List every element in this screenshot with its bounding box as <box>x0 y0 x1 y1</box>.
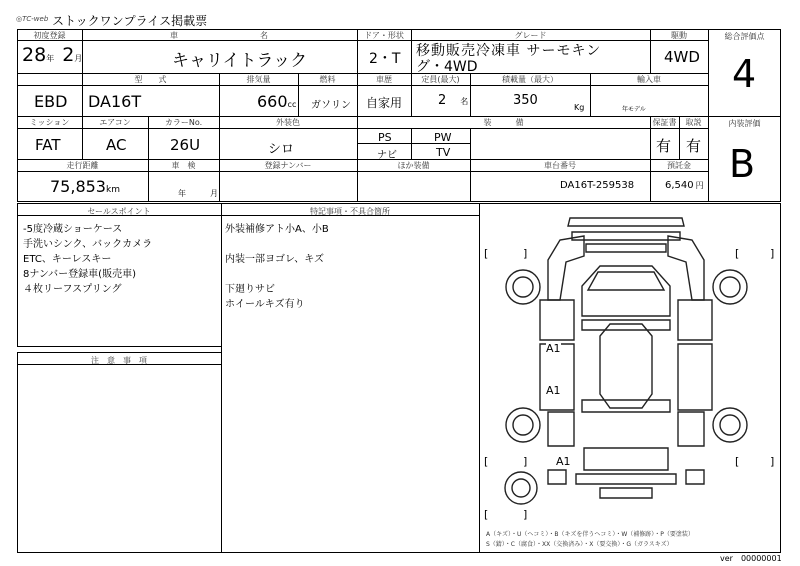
damage-legend-line2: S（錆）・C（腐食）・XX（交換済み）・X（要交換）・G（ガラスキズ） <box>486 541 673 548</box>
interior-rating: B <box>729 142 756 186</box>
model: DA16T <box>88 92 142 111</box>
list-item: 下廻りサビ <box>225 284 275 295</box>
header-warranty: 保証書 <box>652 118 677 127</box>
bracket-front-right-open: [ <box>735 247 740 260</box>
bracket-spare-close: ] <box>523 508 528 521</box>
manual: 有 <box>686 137 702 155</box>
header-overall-rating: 総合評価点 <box>724 32 765 41</box>
spare-wheel <box>505 472 537 504</box>
exterior-color: シロ <box>268 142 295 157</box>
bracket-rear-left-open: [ <box>484 455 489 468</box>
mission: FAT <box>35 136 61 154</box>
header-exterior-color: 外装色 <box>276 118 300 127</box>
fuel: ガソリン <box>311 100 351 111</box>
aircon: AC <box>106 136 127 154</box>
header-aircon: エアコン <box>99 118 131 127</box>
inspection-year-unit: 年 <box>178 189 186 198</box>
equipment-tv: TV <box>436 146 451 159</box>
header-interior-rating: 内装評価 <box>728 119 761 128</box>
header-mission: ミッション <box>29 118 70 127</box>
header-other-equipment: ほか装備 <box>397 161 430 170</box>
notes-header: 注 意 事 項 <box>91 356 147 365</box>
equipment-pw: PW <box>434 131 452 144</box>
damage-legend-line1: A（キズ）・U（ヘコミ）・B（キズを伴うヘコミ）・W（補修跡）・P（要塗装） <box>486 531 694 538</box>
header-door-shape: ドア・形状 <box>364 31 404 40</box>
displacement: 660cc <box>257 92 297 111</box>
equipment-ps: PS <box>378 131 392 144</box>
drive: 4WD <box>664 48 700 66</box>
header-plate: 登録ナンバー <box>264 161 312 170</box>
bracket-front-left-close: ] <box>523 247 528 260</box>
header-capacity: 定員(最大) <box>421 75 460 84</box>
header-import: 輸入車 <box>637 75 661 84</box>
header-chassis: 車台番号 <box>544 161 576 170</box>
inspection-month-unit: 月 <box>210 189 218 198</box>
wheel-rear-right <box>713 408 747 442</box>
damage-mark: A1 <box>546 384 561 397</box>
equipment-navi: ナビ <box>377 150 397 161</box>
logo-icon: ◎ <box>16 15 23 23</box>
wheel-front-right <box>713 270 747 304</box>
header-displacement: 排気量 <box>246 75 271 84</box>
damage-mark: A1 <box>556 455 571 468</box>
header-deposit: 預託金 <box>667 161 691 170</box>
logo: ◎TC-web <box>16 15 49 23</box>
header-mileage: 走行距離 <box>66 161 99 170</box>
header-fuel: 燃料 <box>319 75 336 84</box>
overall-rating: 4 <box>732 52 757 96</box>
grade-line1: 移動販売冷凍車 サーモキン <box>416 43 602 59</box>
sales-points-header: セールスポイント <box>87 207 151 216</box>
damage-mark: A1 <box>546 342 561 355</box>
header-model: 型 式 <box>134 75 167 84</box>
bracket-front-right-close: ] <box>770 247 775 260</box>
header-first-reg: 初度登録 <box>33 31 66 40</box>
warranty: 有 <box>656 137 672 155</box>
deposit: 6,540 円 <box>665 180 704 191</box>
header-color-no: カラーNo. <box>164 118 203 127</box>
list-item: ホイールキズ有り <box>225 299 305 310</box>
mileage: 75,853km <box>50 177 120 196</box>
page-title: ストックワンプライス掲載票 <box>52 14 208 28</box>
header-load: 積載量（最大） <box>502 75 558 84</box>
header-manual: 取説 <box>685 118 702 127</box>
list-item: 8ナンバー登録車(販売車) <box>23 269 136 280</box>
bracket-rear-left-close: ] <box>523 455 528 468</box>
header-car-name-a: 車 <box>170 31 178 40</box>
list-item: ETC、キーレスキー <box>23 254 112 265</box>
header-equipment: 装 備 <box>483 118 524 127</box>
first-reg-value: 28年 2月 <box>22 44 83 66</box>
list-item: 外装補修アト小A、小B <box>225 224 329 235</box>
capacity: 2 名 <box>438 93 469 108</box>
model-prefix: EBD <box>34 92 68 111</box>
header-inspection: 車 検 <box>171 161 196 170</box>
version-label: ver 00000001 <box>720 554 782 563</box>
special-notes-header: 特記事項・不具合箇所 <box>310 207 390 216</box>
model-year-label: 年モデル <box>622 106 646 113</box>
load-unit: Kg <box>574 103 585 112</box>
wheel-rear-left <box>506 408 540 442</box>
load: 350 <box>513 93 538 108</box>
header-drive: 駆動 <box>671 31 687 40</box>
header-car-name-b: 名 <box>260 31 268 40</box>
list-item: 内装一部ヨゴレ、キズ <box>225 254 324 265</box>
bracket-front-left-open: [ <box>484 247 489 260</box>
list-item: ４枚リーフスプリング <box>23 284 122 295</box>
door-shape: 2・T <box>369 51 401 67</box>
grade-line2: グ・4WD <box>416 59 478 75</box>
bracket-spare-open: [ <box>484 508 489 521</box>
bracket-rear-right-close: ] <box>770 455 775 468</box>
car-name: キャリイトラック <box>172 51 308 71</box>
wheel-front-left <box>506 270 540 304</box>
header-vehicle-history: 車歴 <box>376 75 392 84</box>
list-item: 手洗いシンク、バックカメラ <box>23 239 153 250</box>
header-grade: グレード <box>514 31 547 40</box>
list-item: -5度冷蔵ショーケース <box>23 224 123 235</box>
color-no: 26U <box>170 136 201 154</box>
bracket-rear-right-open: [ <box>735 455 740 468</box>
chassis-number: DA16T-259538 <box>560 180 635 191</box>
vehicle-history: 自家用 <box>366 96 403 110</box>
